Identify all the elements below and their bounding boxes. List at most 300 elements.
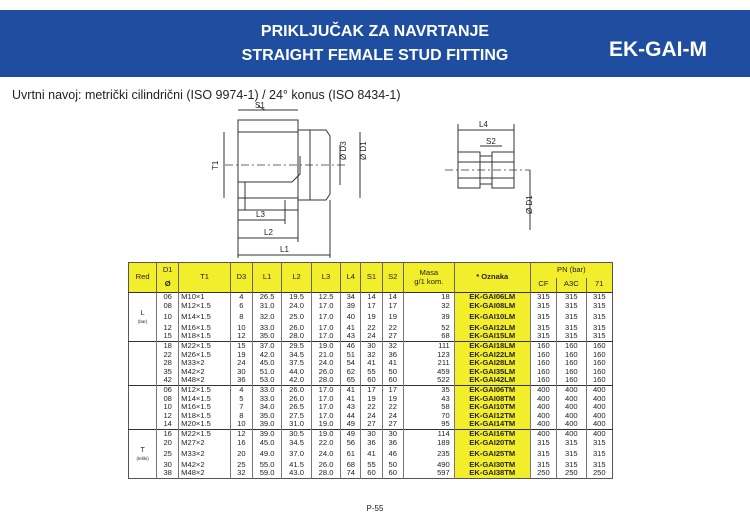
- page-number: P-55: [366, 504, 384, 513]
- red-cell: [129, 341, 157, 350]
- table-cell: 17.0: [311, 324, 340, 333]
- table-cell: 60: [361, 376, 382, 385]
- table-cell: M33×2: [179, 447, 231, 461]
- table-cell: M10×1: [179, 293, 231, 302]
- table-cell: 33.0: [252, 395, 281, 404]
- label-l2: L2: [264, 228, 273, 237]
- red-cell: [129, 332, 157, 341]
- table-cell: 19: [361, 395, 382, 404]
- table-cell: 17.0: [311, 395, 340, 404]
- table-cell: 52: [403, 324, 454, 333]
- order-code-cell: EK-GAI10LM: [454, 310, 530, 324]
- table-cell: 315: [557, 324, 586, 333]
- table-cell: 26.0: [282, 324, 311, 333]
- red-cell: [129, 439, 157, 448]
- table-cell: 19: [382, 395, 403, 404]
- table-cell: 55: [361, 461, 382, 470]
- table-cell: 19.0: [311, 429, 340, 438]
- table-cell: 25.0: [282, 310, 311, 324]
- table-cell: 55: [361, 368, 382, 377]
- table-cell: 315: [586, 310, 612, 324]
- table-cell: 400: [557, 420, 586, 429]
- col-red: Red: [129, 263, 157, 293]
- table-cell: 111: [403, 341, 454, 350]
- table-cell: 30: [157, 461, 179, 470]
- table-cell: 44: [341, 412, 361, 421]
- table-cell: 315: [530, 302, 556, 311]
- table-row: [129, 310, 613, 324]
- table-cell: 27: [382, 420, 403, 429]
- table-cell: 315: [586, 447, 612, 461]
- table-cell: 65: [341, 376, 361, 385]
- table-cell: 59.0: [252, 469, 281, 478]
- table-cell: 400: [530, 420, 556, 429]
- table-cell: 400: [557, 429, 586, 438]
- order-code-cell: EK-GAI06LM: [454, 293, 530, 302]
- table-cell: 160: [586, 341, 612, 350]
- table-cell: 42: [157, 376, 179, 385]
- table-cell: 24.0: [311, 447, 340, 461]
- table-cell: 522: [403, 376, 454, 385]
- table-cell: 400: [586, 395, 612, 404]
- table-cell: 17.0: [311, 403, 340, 412]
- order-code-cell: EK-GAI18LM: [454, 341, 530, 350]
- table-cell: M16×1.5: [179, 324, 231, 333]
- table-cell: 58: [403, 403, 454, 412]
- table-cell: 26.0: [282, 395, 311, 404]
- label-d1: Ø D1: [359, 141, 368, 160]
- table-cell: 30: [361, 341, 382, 350]
- table-cell: 17.0: [311, 310, 340, 324]
- table-cell: 41: [341, 385, 361, 394]
- col-l3: L3: [311, 263, 340, 293]
- table-cell: 30.5: [282, 429, 311, 438]
- label-s2: S2: [486, 137, 496, 146]
- table-cell: 18: [157, 341, 179, 350]
- table-cell: 10: [157, 310, 179, 324]
- table-cell: 315: [530, 439, 556, 448]
- table-cell: 41: [361, 359, 382, 368]
- table-cell: 315: [586, 302, 612, 311]
- label-d1-right: Ø D1: [525, 195, 534, 214]
- table-cell: 30: [382, 429, 403, 438]
- table-cell: 19: [361, 310, 382, 324]
- table-cell: 45.0: [252, 439, 281, 448]
- table-cell: 49: [341, 429, 361, 438]
- table-cell: 315: [557, 293, 586, 302]
- table-cell: 45.0: [252, 359, 281, 368]
- table-cell: 51: [341, 351, 361, 360]
- table-cell: 315: [557, 332, 586, 341]
- table-cell: 19: [230, 351, 252, 360]
- table-cell: 32: [403, 302, 454, 311]
- table-cell: 18: [403, 293, 454, 302]
- table-cell: 37.0: [282, 447, 311, 461]
- col-a3c: A3C: [557, 278, 586, 293]
- table-cell: 8: [230, 412, 252, 421]
- table-cell: 15: [157, 332, 179, 341]
- table-cell: 160: [586, 359, 612, 368]
- table-cell: 60: [361, 469, 382, 478]
- table-cell: 60: [382, 469, 403, 478]
- order-code-cell: EK-GAI30TM: [454, 461, 530, 470]
- table-cell: 36: [382, 439, 403, 448]
- table-cell: 19: [382, 310, 403, 324]
- table-cell: M22×1.5: [179, 341, 231, 350]
- red-cell: [129, 302, 157, 311]
- table-cell: 46: [382, 447, 403, 461]
- table-cell: 24: [230, 359, 252, 368]
- header-banner: [0, 10, 750, 77]
- table-cell: 46: [341, 341, 361, 350]
- table-cell: 25: [230, 461, 252, 470]
- table-cell: M14×1.5: [179, 395, 231, 404]
- table-cell: 160: [586, 376, 612, 385]
- label-s1: S1: [255, 101, 265, 110]
- table-cell: 400: [557, 412, 586, 421]
- title-english: STRAIGHT FEMALE STUD FITTING: [241, 47, 509, 64]
- table-cell: 30: [230, 368, 252, 377]
- table-cell: 15: [230, 341, 252, 350]
- red-cell: [129, 412, 157, 421]
- order-code-cell: EK-GAI15LM: [454, 332, 530, 341]
- table-cell: 40: [341, 310, 361, 324]
- table-cell: 160: [586, 368, 612, 377]
- label-d3: Ø D3: [339, 141, 348, 160]
- table-cell: 08: [157, 395, 179, 404]
- table-cell: 400: [586, 403, 612, 412]
- table-cell: 70: [403, 412, 454, 421]
- table-cell: M18×1.5: [179, 412, 231, 421]
- table-cell: 38: [157, 469, 179, 478]
- table-cell: 53.0: [252, 376, 281, 385]
- table-cell: 27.5: [282, 412, 311, 421]
- table-cell: 22: [157, 351, 179, 360]
- table-cell: 14: [361, 293, 382, 302]
- table-cell: 20: [230, 447, 252, 461]
- table-cell: 08: [157, 302, 179, 311]
- table-cell: 25: [157, 447, 179, 461]
- table-cell: M18×1.5: [179, 332, 231, 341]
- table-cell: 160: [530, 359, 556, 368]
- table-cell: 36: [361, 439, 382, 448]
- red-cell: [129, 324, 157, 333]
- table-cell: 160: [530, 341, 556, 350]
- order-code-cell: EK-GAI14TM: [454, 420, 530, 429]
- table-cell: 43: [341, 403, 361, 412]
- table-cell: 95: [403, 420, 454, 429]
- table-cell: 29.5: [282, 341, 311, 350]
- table-cell: 250: [530, 469, 556, 478]
- order-code-cell: EK-GAI35LM: [454, 368, 530, 377]
- order-code-cell: EK-GAI28LM: [454, 359, 530, 368]
- table-cell: 400: [586, 385, 612, 394]
- table-cell: 315: [586, 293, 612, 302]
- col-s1: S1: [361, 263, 382, 293]
- table-cell: 315: [530, 310, 556, 324]
- table-cell: 12: [230, 332, 252, 341]
- table-row: [129, 469, 613, 478]
- order-code-cell: EK-GAI38TM: [454, 469, 530, 478]
- table-cell: 43.0: [282, 469, 311, 478]
- table-cell: 14: [382, 293, 403, 302]
- table-cell: 400: [586, 420, 612, 429]
- red-cell: [129, 351, 157, 360]
- col-l1: L1: [252, 263, 281, 293]
- table-cell: 400: [586, 412, 612, 421]
- table-cell: 16: [230, 439, 252, 448]
- table-cell: 39: [403, 310, 454, 324]
- table-cell: 26.5: [282, 403, 311, 412]
- table-cell: 5: [230, 395, 252, 404]
- table-cell: 49.0: [252, 447, 281, 461]
- table-cell: 14: [157, 420, 179, 429]
- table-cell: M48×2: [179, 376, 231, 385]
- table-cell: 17: [361, 302, 382, 311]
- table-cell: 315: [586, 324, 612, 333]
- red-cell: [129, 429, 157, 438]
- title-croatian: PRIKLJUČAK ZA NAVRTANJE: [260, 23, 490, 40]
- table-cell: 60: [382, 376, 403, 385]
- table-cell: 41.5: [282, 461, 311, 470]
- table-cell: 17.0: [311, 332, 340, 341]
- table-cell: 400: [530, 403, 556, 412]
- table-cell: 36: [230, 376, 252, 385]
- table-cell: 26.0: [311, 461, 340, 470]
- table-cell: 10: [230, 324, 252, 333]
- table-cell: 10: [157, 403, 179, 412]
- table-cell: 17: [361, 385, 382, 394]
- table-row: [129, 302, 613, 311]
- table-cell: 36: [382, 351, 403, 360]
- col-cf: CF: [530, 278, 556, 293]
- table-cell: 400: [557, 385, 586, 394]
- table-cell: 49: [341, 420, 361, 429]
- red-cell: [129, 403, 157, 412]
- table-cell: 315: [557, 447, 586, 461]
- red-cell: [129, 293, 157, 302]
- red-cell: [129, 469, 157, 478]
- table-cell: 56: [341, 439, 361, 448]
- col-l4: L4: [341, 263, 361, 293]
- table-cell: M20×1.5: [179, 420, 231, 429]
- table-cell: 12: [157, 324, 179, 333]
- label-l1: L1: [280, 245, 289, 254]
- red-cell: [129, 420, 157, 429]
- table-cell: 34.5: [282, 439, 311, 448]
- table-cell: M42×2: [179, 368, 231, 377]
- table-cell: 27: [361, 420, 382, 429]
- table-cell: 490: [403, 461, 454, 470]
- table-cell: 26.5: [252, 293, 281, 302]
- table-cell: 6: [230, 302, 252, 311]
- red-cell: [129, 368, 157, 377]
- table-cell: 19.0: [311, 341, 340, 350]
- table-cell: 4: [230, 293, 252, 302]
- table-cell: 43: [341, 332, 361, 341]
- table-cell: 315: [586, 332, 612, 341]
- table-cell: 27: [382, 332, 403, 341]
- table-cell: 26.0: [311, 368, 340, 377]
- table-cell: 315: [530, 293, 556, 302]
- table-cell: 160: [530, 351, 556, 360]
- table-cell: M22×1.5: [179, 429, 231, 438]
- order-code-cell: EK-GAI25TM: [454, 447, 530, 461]
- table-cell: 26.0: [282, 385, 311, 394]
- order-code-cell: EK-GAI16TM: [454, 429, 530, 438]
- table-cell: 315: [557, 461, 586, 470]
- table-cell: 19.5: [282, 293, 311, 302]
- table-cell: 54: [341, 359, 361, 368]
- table-cell: 22: [382, 403, 403, 412]
- table-cell: 315: [557, 310, 586, 324]
- order-code-cell: EK-GAI22LM: [454, 351, 530, 360]
- order-code-cell: EK-GAI20TM: [454, 439, 530, 448]
- table-cell: 597: [403, 469, 454, 478]
- table-cell: 32.0: [252, 310, 281, 324]
- table-cell: 400: [557, 403, 586, 412]
- table-cell: 34: [341, 293, 361, 302]
- order-code-cell: EK-GAI42LM: [454, 376, 530, 385]
- table-cell: 22: [361, 403, 382, 412]
- table-cell: 06: [157, 385, 179, 394]
- table-cell: 189: [403, 439, 454, 448]
- table-cell: 315: [530, 332, 556, 341]
- table-cell: M12×1.5: [179, 385, 231, 394]
- table-cell: M14×1.5: [179, 310, 231, 324]
- col-t1: T1: [179, 263, 231, 293]
- table-cell: 17: [382, 302, 403, 311]
- label-l3: L3: [256, 210, 265, 219]
- col-d3: D3: [230, 263, 252, 293]
- table-cell: 17.0: [311, 385, 340, 394]
- table-cell: 400: [530, 412, 556, 421]
- table-cell: 211: [403, 359, 454, 368]
- red-cell: L (bar): [137, 310, 148, 324]
- table-cell: 160: [586, 351, 612, 360]
- table-cell: 459: [403, 368, 454, 377]
- table-cell: 160: [557, 376, 586, 385]
- table-cell: 235: [403, 447, 454, 461]
- table-cell: 06: [157, 293, 179, 302]
- table-cell: 33.0: [252, 385, 281, 394]
- table-cell: 68: [341, 461, 361, 470]
- table-cell: 35: [403, 385, 454, 394]
- table-cell: 400: [530, 385, 556, 394]
- table-cell: 315: [586, 461, 612, 470]
- table-cell: M26×1.5: [179, 351, 231, 360]
- red-cell: [129, 376, 157, 385]
- table-cell: 4: [230, 385, 252, 394]
- table-cell: M33×2: [179, 359, 231, 368]
- col-s2: S2: [382, 263, 403, 293]
- red-cell: [129, 461, 157, 470]
- table-cell: 315: [530, 447, 556, 461]
- col-l2: L2: [282, 263, 311, 293]
- table-cell: 160: [557, 351, 586, 360]
- table-cell: 22.0: [311, 439, 340, 448]
- table-cell: 17.0: [311, 412, 340, 421]
- table-cell: 24: [361, 412, 382, 421]
- table-cell: 35: [157, 368, 179, 377]
- table-cell: 44.0: [282, 368, 311, 377]
- table-cell: 28.0: [311, 376, 340, 385]
- col-oznaka: * Oznaka: [454, 263, 530, 293]
- table-cell: 8: [230, 310, 252, 324]
- table-cell: 50: [382, 461, 403, 470]
- red-cell: T (teški): [136, 447, 149, 461]
- table-cell: 250: [557, 469, 586, 478]
- col-pn: PN (bar): [530, 263, 612, 278]
- table-cell: 41: [382, 359, 403, 368]
- col-d1-sym: Ø: [157, 278, 179, 293]
- table-cell: 16: [157, 429, 179, 438]
- table-body: [129, 293, 613, 479]
- red-cell: [129, 359, 157, 368]
- table-cell: 35.0: [252, 412, 281, 421]
- table-cell: 24.0: [311, 359, 340, 368]
- table-cell: 42.0: [252, 351, 281, 360]
- table-cell: 12: [230, 429, 252, 438]
- table-cell: 31.0: [252, 302, 281, 311]
- table-cell: 315: [557, 302, 586, 311]
- table-cell: 24: [361, 332, 382, 341]
- order-code-cell: EK-GAI08TM: [454, 395, 530, 404]
- table-cell: 34.5: [282, 351, 311, 360]
- table-cell: 37.5: [282, 359, 311, 368]
- table-row: [129, 439, 613, 448]
- table-cell: 250: [586, 469, 612, 478]
- table-cell: 17: [382, 385, 403, 394]
- table-cell: 400: [530, 429, 556, 438]
- table-cell: 34.0: [252, 403, 281, 412]
- table-cell: 39.0: [252, 420, 281, 429]
- table-cell: 315: [530, 324, 556, 333]
- table-cell: 22: [361, 324, 382, 333]
- table-cell: 400: [530, 395, 556, 404]
- label-l4: L4: [479, 120, 488, 129]
- table-cell: M42×2: [179, 461, 231, 470]
- table-cell: 68: [403, 332, 454, 341]
- order-code-cell: EK-GAI06TM: [454, 385, 530, 394]
- table-cell: 20: [157, 439, 179, 448]
- col-d1: D1: [157, 263, 179, 278]
- table-cell: 160: [530, 376, 556, 385]
- table-cell: 28: [157, 359, 179, 368]
- order-code-cell: EK-GAI10TM: [454, 403, 530, 412]
- table-cell: 123: [403, 351, 454, 360]
- col-71: 71: [586, 278, 612, 293]
- red-cell: [129, 385, 157, 394]
- label-t1: T1: [211, 160, 220, 170]
- table-cell: 30: [361, 429, 382, 438]
- table-cell: 21.0: [311, 351, 340, 360]
- spec-table: [128, 262, 613, 479]
- table-cell: 12: [157, 412, 179, 421]
- table-cell: 39.0: [252, 429, 281, 438]
- table-cell: 114: [403, 429, 454, 438]
- red-cell: [129, 395, 157, 404]
- table-cell: M12×1.5: [179, 302, 231, 311]
- table-cell: 400: [586, 429, 612, 438]
- table-cell: 37.0: [252, 341, 281, 350]
- table-cell: 31.0: [282, 420, 311, 429]
- table-cell: 51.0: [252, 368, 281, 377]
- order-code-cell: EK-GAI12TM: [454, 412, 530, 421]
- table-row: [129, 447, 613, 461]
- table-cell: 24.0: [282, 302, 311, 311]
- table-cell: 10: [230, 420, 252, 429]
